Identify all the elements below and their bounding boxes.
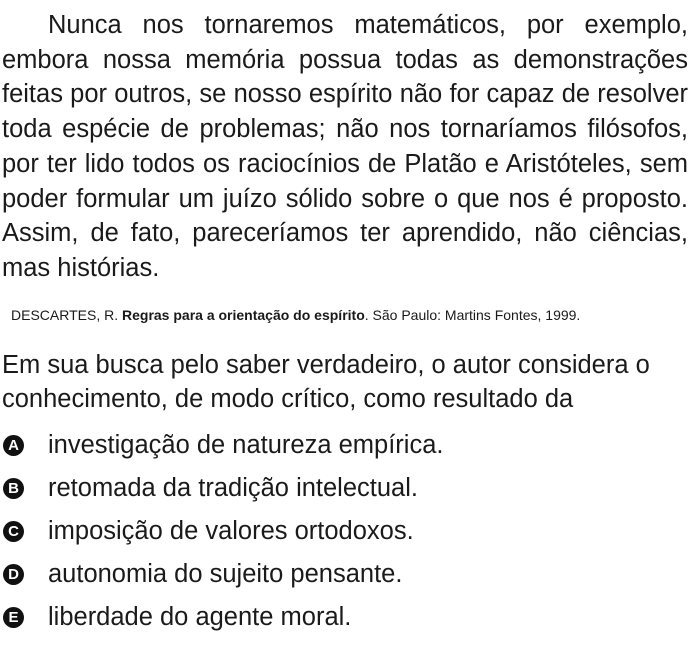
option-d-text: autonomia do sujeito pensante.: [48, 560, 403, 589]
answer-options: [2, 424, 688, 639]
citation-publication: . São Paulo: Martins Fontes, 1999.: [364, 306, 581, 323]
option-a-text: investigação de natureza empírica.: [48, 431, 444, 460]
option-c[interactable]: [2, 510, 688, 553]
option-b-letter-badge: B: [3, 478, 24, 499]
option-a-letter-badge: A: [3, 435, 24, 456]
option-e-letter-badge: E: [3, 607, 24, 628]
option-e-text: liberdade do agente moral.: [48, 603, 352, 632]
option-e[interactable]: [2, 596, 688, 639]
citation: [2, 306, 688, 324]
citation-work-title: Regras para a orientação do espírito: [122, 306, 365, 323]
question-prompt: Em sua busca pelo saber verdadeiro, o autor considera o conhecimento, de modo crítico, como resultado da: [2, 350, 650, 413]
quote-paragraph: Nunca nos tornaremos matemáticos, por exemplo, embora nossa memória possua todas as demonstrações feitas por outros, se nosso espírito não for capaz de resolver toda espécie de problemas; não nos tornaríamos filósofos, por ter lido todos os raciocínios de Platão e Aristóteles, sem poder formular um juízo sólido sobre o que nos é proposto. Assim, de fato, pareceríamos ter aprendido, não ciências, mas histórias.: [2, 11, 688, 282]
option-c-text: imposição de valores ortodoxos.: [48, 517, 414, 546]
option-b-text: retomada da tradição intelectual.: [48, 474, 418, 503]
citation-author: DESCARTES, R.: [11, 306, 119, 323]
option-c-letter-badge: C: [3, 521, 24, 542]
option-a[interactable]: [2, 424, 688, 467]
option-d-letter-badge: D: [3, 564, 24, 585]
option-b[interactable]: [2, 467, 688, 510]
option-d[interactable]: [2, 553, 688, 596]
